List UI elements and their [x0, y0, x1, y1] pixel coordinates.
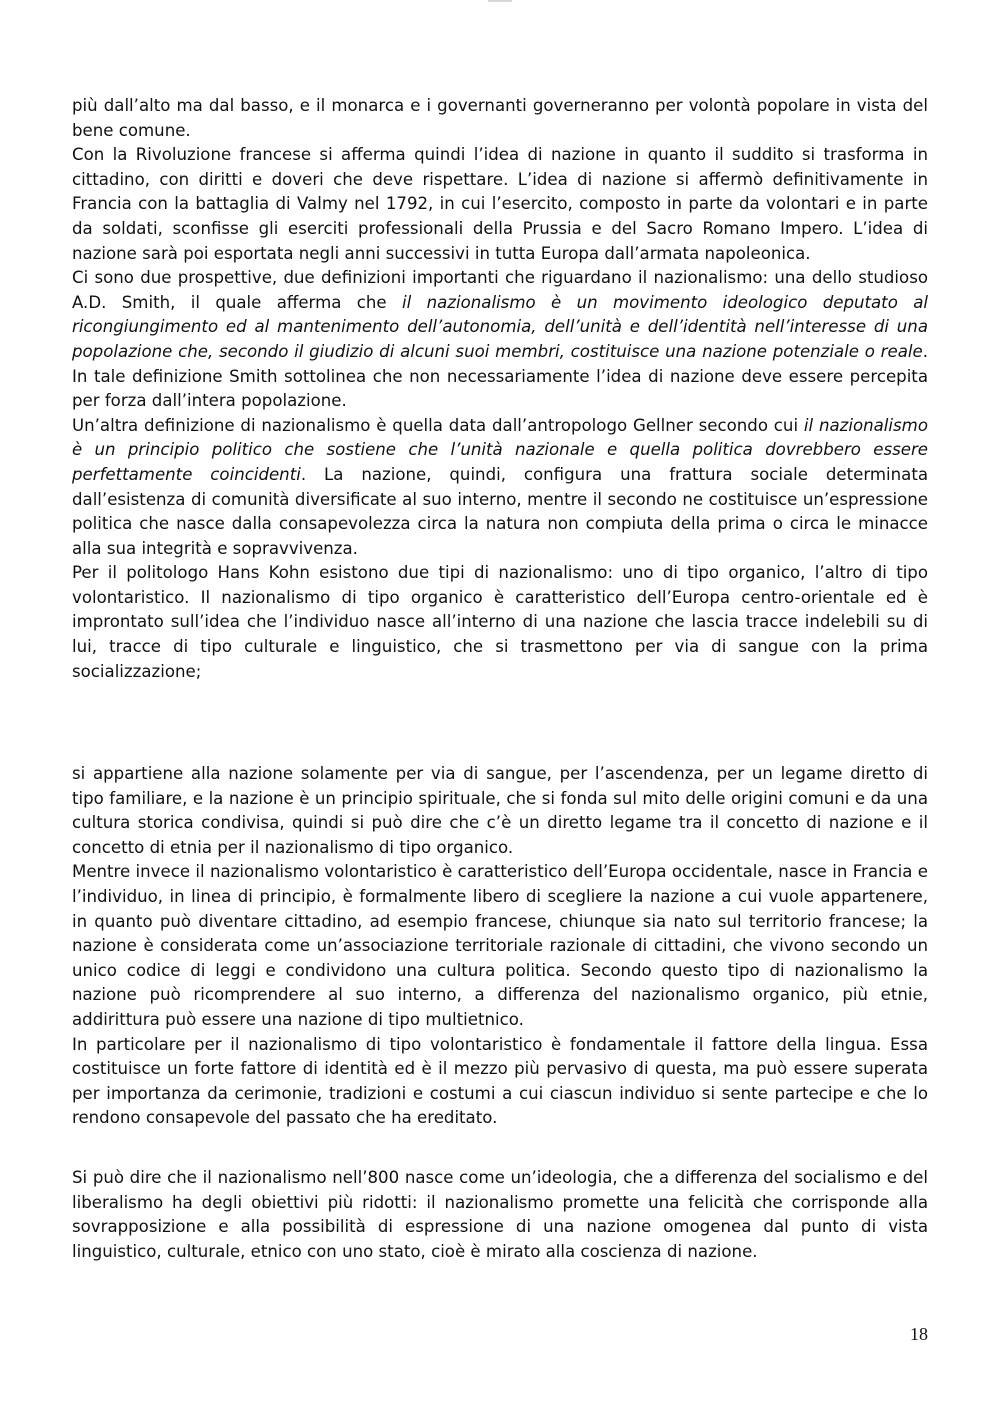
paragraph: si appartiene alla nazione solamente per via di sangue, per l’ascendenza, per un legame diretto di tipo familiare, e la nazione è un principio spirituale, che si fonda sul mito delle origini comuni e da una cultura storica condivisa, quindi si può dire che c’è un diretto legame tra il concetto di nazione e il concetto di etnia per il nazionalismo di tipo organico. [72, 764, 928, 857]
page-number: 18 [910, 1324, 928, 1344]
smith-quote: il nazionalismo è un movimento ideologico deputato al ricongiungimento ed al mantenimento dell’autonomia, dell’unità e dell’identità nell’interesse di una popolazione che, secondo il giudizio di alcuni suoi membri, costituisce una nazione potenziale o reale [72, 292, 928, 361]
gellner-intro: Un’altra definizione di nazionalismo è quella data dall’antropologo Gellner secondo cui [72, 415, 804, 435]
paragraph: Mentre invece il nazionalismo volontaristico è caratteristico dell’Europa occidentale, nasce in Francia e l’individuo, in linea di principio, è formalmente libero di scegliere la nazione a cui vuole appartenere, in quanto può diventare cittadino, ad esempio francese, chiunque sia nato sul territorio francese; la nazione è considerata come un’associazione territoriale razionale di cittadini, che vivono secondo un unico codice di leggi e condividono una cultura politica. Secondo questo tipo di nazionalismo la nazione può ricomprendere al suo interno, a differenza del nazionalismo organico, più etnie, addirittura può essere una nazione di tipo multietnico. [72, 862, 928, 1029]
paragraph-smith [72, 266, 928, 414]
paragraph: Si può dire che il nazionalismo nell’800 nasce come un’ideologia, che a differenza del socialismo e del liberalismo ha degli obiettivi più ridotti: il nazionalismo promette una felicità che corrisponde alla sovrapposizione e alla possibilità di espressione di una nazione omogenea dal punto di vista linguistico, culturale, etnico con uno stato, cioè è mirato alla coscienza di nazione. [72, 1168, 928, 1261]
paragraph: In particolare per il nazionalismo di tipo volontaristico è fondamentale il fattore della lingua. Essa costituisce un forte fattore di identità ed è il mezzo più pervasivo di questa, ma può essere superata per importanza da cerimonie, tradizioni e costumi a cui ciascun individuo si sente partecipe e che lo rendono consapevole del passato che ha ereditato. [72, 1034, 928, 1128]
scan-mark [488, 0, 512, 2]
smith-intro: Ci sono due prospettive, due definizioni importanti che riguardano il nazionalismo: una dello studioso A.D. Smith, il quale afferma che [72, 268, 928, 312]
paragraph-gellner [72, 414, 928, 562]
paragraph: più dall’alto ma dal basso, e il monarca e i governanti governeranno per volontà popolare in vista del bene comune. [72, 96, 928, 140]
smith-comment: . In tale definizione Smith sottolinea che non necessariamente l’idea di nazione deve essere percepita per forza dall’intera popolazione. [72, 341, 928, 411]
text-block-bottom [72, 1166, 928, 1264]
gellner-comment: . La nazione, quindi, configura una frattura sociale determinata dall’esistenza di comunità diversificate al suo interno, mentre il secondo ne costituisce un’espressione politica che nasce dalla consapevolezza circa la natura non compiuta della prima o circa le minacce alla sua integrità e sopravvivenza. [72, 464, 928, 558]
paragraph-kohn: Per il politologo Hans Kohn esistono due tipi di nazionalismo: uno di tipo organico, l’altro di tipo volontaristico. Il nazionalismo di tipo organico è caratteristico dell’Europa centro-orientale ed è improntato sull’idea che l’individuo nasce all’interno di una nazione che lascia tracce indelebili su di lui, tracce di tipo culturale e linguistico, che si trasmettono per via di sangue con la prima socializzazione; [72, 563, 928, 681]
text-block-top [72, 94, 928, 684]
text-block-middle [72, 762, 928, 1131]
paragraph: Con la Rivoluzione francese si afferma quindi l’idea di nazione in quanto il suddito si trasforma in cittadino, con diritti e doveri che deve rispettare. L’idea di nazione si affermò definitivamente in Francia con la battaglia di Valmy nel 1792, in cui l’esercito, composto in parte da volontari e in parte da soldati, sconfisse gli eserciti professionali della Prussia e del Sacro Romano Impero. L’idea di nazione sarà poi esportata negli anni successivi in tutta Europa dall’armata napoleonica. [72, 145, 928, 263]
gellner-quote: il nazionalismo è un principio politico che sostiene che l’unità nazionale e quella politica dovrebbero essere perfettamente coincidenti [72, 415, 928, 484]
